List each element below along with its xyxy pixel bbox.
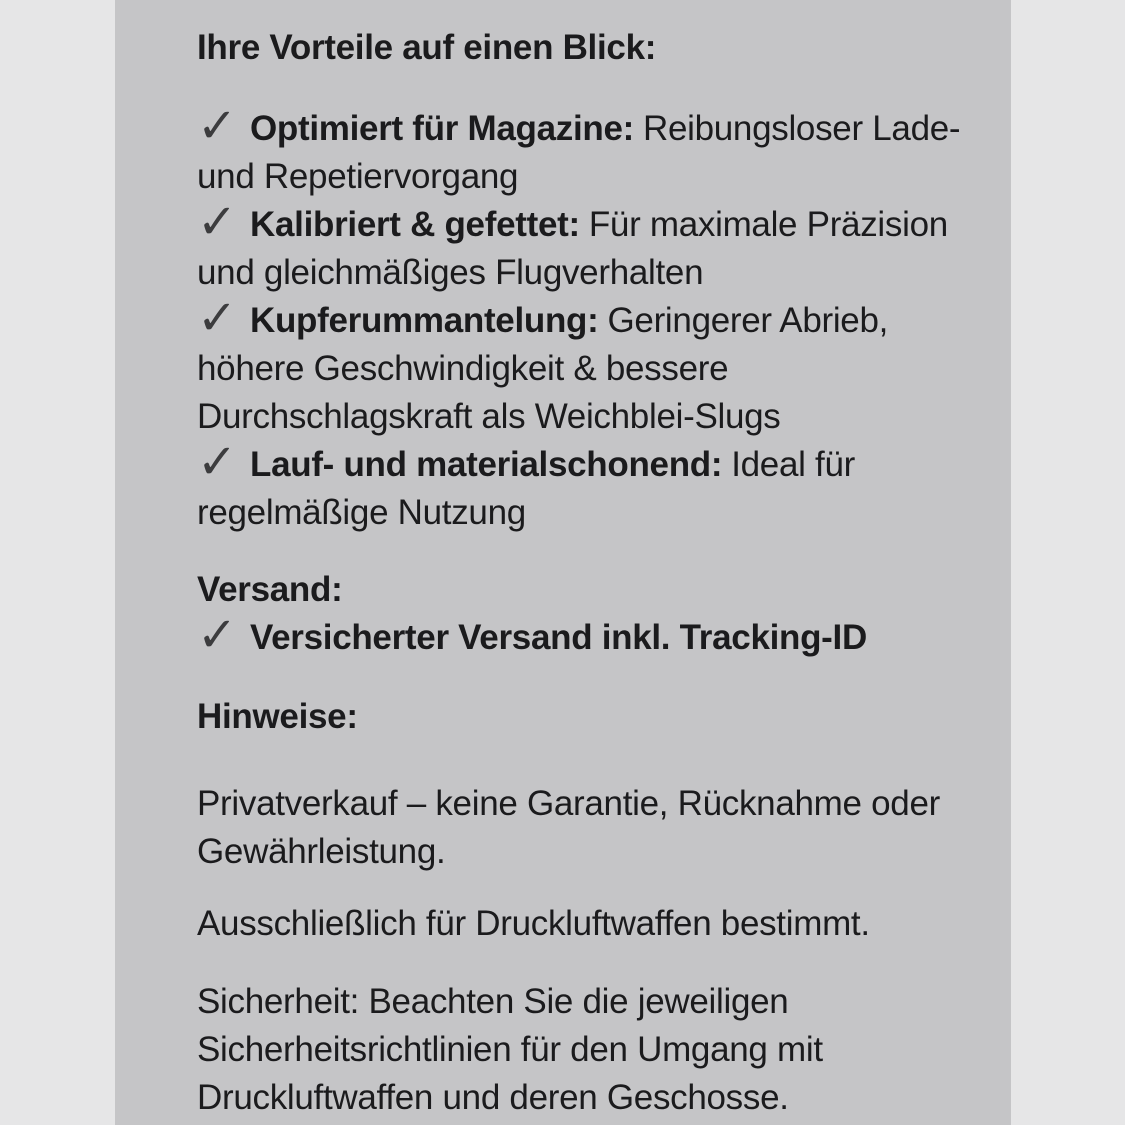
benefit-item: ✓ Lauf- und materialschonend: Ideal für regelmäßige Nutzung: [197, 441, 1011, 537]
benefit-text: Für maximale Präzision: [588, 205, 948, 244]
shipping-heading: Versand:: [197, 570, 343, 609]
shipping-item-label: Versicherter Versand inkl. Tracking-ID: [250, 618, 867, 657]
notes-heading: Hinweise:: [197, 697, 358, 736]
shipping-section: [197, 566, 1011, 662]
benefit-label: Kupferummantelung:: [250, 301, 599, 340]
note-line: Gewährleistung.: [197, 832, 446, 871]
benefit-item: ✓ Optimiert für Magazine: Reibungsloser Lade- und Repetiervorgang: [197, 105, 1011, 201]
description-panel: [115, 0, 1011, 1125]
benefits-heading: Ihre Vorteile auf einen Blick:: [197, 28, 657, 67]
benefit-text: Geringerer Abrieb,: [607, 301, 889, 340]
benefit-text-line: höhere Geschwindigkeit & bessere: [197, 349, 729, 388]
note-paragraph: [197, 978, 1011, 1122]
benefit-text-line: und gleichmäßiges Flugverhalten: [197, 253, 704, 292]
note-line: Sicherheitsrichtlinien für den Umgang mit: [197, 1030, 823, 1069]
benefit-label: Optimiert für Magazine:: [250, 109, 634, 148]
benefit-item: ✓ Kupferummantelung: Geringerer Abrieb, höhere Geschwindigkeit & bessere Durchschlagskraft als Weichblei-Slugs: [197, 297, 1011, 441]
note-line: Ausschließlich für Druckluftwaffen bestimmt.: [197, 904, 870, 943]
benefit-text: Reibungsloser Lade-: [642, 109, 961, 148]
note-paragraph: [197, 780, 1011, 876]
note-line: Druckluftwaffen und deren Geschosse.: [197, 1078, 789, 1117]
note-line: Sicherheit: Beachten Sie die jeweiligen: [197, 982, 789, 1021]
benefits-list: [197, 98, 1011, 537]
benefit-item: ✓ Kalibriert & gefettet: Für maximale Präzision und gleichmäßiges Flugverhalten: [197, 201, 1011, 297]
benefit-label: Lauf- und materialschonend:: [250, 445, 723, 484]
note-line: Privatverkauf – keine Garantie, Rücknahme oder: [197, 784, 940, 823]
benefit-label: Kalibriert & gefettet:: [250, 205, 580, 244]
benefit-text-line: und Repetiervorgang: [197, 157, 519, 196]
benefit-text-line: Durchschlagskraft als Weichblei-Slugs: [197, 397, 781, 436]
benefit-text: Ideal für: [731, 445, 855, 484]
shipping-item: ✓ Versicherter Versand inkl. Tracking-ID: [197, 607, 867, 663]
note-paragraph: [197, 900, 1011, 948]
benefit-text-line: regelmäßige Nutzung: [197, 493, 526, 532]
